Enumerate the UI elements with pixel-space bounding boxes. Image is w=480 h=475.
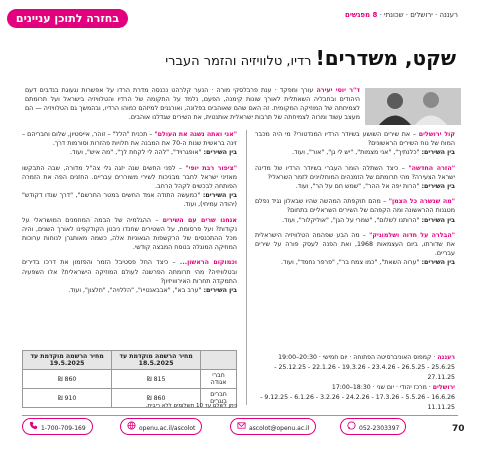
back-to-contents-button[interactable]: בחזרה לתוכן עניינים (7, 9, 128, 28)
session-text: – מה הבע שפהמה הטלוויזיה הישראלית את שדורתו, ביום העצמאות 1968, ואת הפנה לעסק פורה על שירים עבריים. (255, 231, 455, 258)
songs-list: "הרותנו לשלום", "שמרי על הגן", "אוליקלור", ועוד. (282, 216, 422, 224)
session-text: – תכנית "הלל" – זוהר, אייסטיון, שלום וחבריהם – זינה בראשית שנות ה-70 את המבנה את תלויות פהזרות וסורמות דרך. (22, 131, 237, 148)
mail-icon (237, 421, 246, 430)
session-lead: אנחנו שרים עם השירים (162, 216, 237, 224)
session-5 (22, 130, 237, 158)
schedule-details: · מרכז יהודי · יום שני · 18:30–17:00 (331, 384, 433, 391)
songs-list: "אופגרויד", "להה לי לקחת לך", "מה איש", ועוד. (70, 149, 204, 157)
footer-site[interactable] (120, 418, 202, 435)
schedule-city: ירושלים (432, 384, 455, 391)
price-cell: 860 ₪ (112, 389, 201, 408)
session-text: – כיצד החל פסטיבל הזמר והפזמון את דרכו בדירים ובטלוויזיה? מהי תרומתה הפרשנה לעולם המוזיקה הישראלית? אלו השפעיה התמקדה תחרות האירווויזיון? (22, 259, 237, 285)
table-row (23, 370, 237, 389)
whatsapp-number: 052-2303397 (359, 425, 400, 432)
column-divider (246, 130, 247, 405)
songs-label: בין השירים: (203, 287, 237, 295)
intro-text: עורך ומפקד · ענת פרבלסקי מורה · הנער קלרהט נכנסה מדרת הרדו על אפשרות וגעוגת בנדבים דעם היהודים ובחבליה השאתלית לאורך שונות קימנה, הפעם, נלמד על התקומה של הרדיו והטלוויזיה בישראל ועל תרומתם לצמיחתה של המוזיקה המקומית. זה האם שהם שאוהבים בפלונה, ואורגנים למיזהם כמוהו הרדיו, ובהמשך גם הטלוויזיה — הם מעצב עשוד ומרוה לצמיחתה של תרבות ישראלית אותנטית, את השירים שגדלנו אוהבים. (25, 87, 360, 121)
songs-list: "כלנתיך", "אני מצמות", "יש לי גן", "אור", ועוד. (292, 149, 422, 157)
right-column (255, 130, 455, 274)
title-sub: רדיו, טלוויזיה והזמר העברי (165, 54, 316, 69)
session-4 (255, 231, 455, 268)
songs-label: בין השירים: (421, 216, 455, 224)
session-text: – מהם תוקפתה המהשה שהיו שבאלון נגיד נפלם מטגנות ההראשונה ומה הקפהם של השירים השראליים בתחום? (255, 198, 455, 215)
website-link: openu.ac.il/ascolot (139, 425, 196, 432)
session-text: – את שירים השושע בשיודר הרדיו המנדטורי? מי היה מכבר המוח של נוח השירים הראשונים? (255, 131, 455, 148)
songs-list: "הרות יפה אל ההר", "שמש חם על הר", ועוד. (295, 183, 422, 191)
payment-note: ניתן לשלם עד 10 תשלומים ללא ריבית. (145, 403, 237, 409)
title-main: שקט, משדרים! (315, 46, 456, 70)
price-cell: 910 ₪ (23, 389, 112, 408)
breadcrumb (345, 11, 458, 19)
songs-label: בין השירים: (203, 149, 237, 157)
songs-list: "ערב בא", "אבבאנטייו", "הללויה", "חלצון", ועוד. (68, 287, 204, 295)
price-header-early: מחיר הרשמה מוקדמת עד 18.5.2025 (112, 351, 201, 370)
lecturers-photo (365, 88, 461, 125)
session-2 (255, 164, 455, 192)
footer-whatsapp[interactable] (340, 418, 406, 435)
globe-icon (127, 421, 136, 430)
session-text: – כיצד השתלה הומר העברי בשיודר הרדיו של מדינה ישראל הצעירה? מהי תרומתם של הזמנהים המוחלוינים לזמר השראלי? (255, 164, 455, 181)
price-header-regular: מחיר הרשמה מוקדמת עד 19.5.2025 (23, 351, 112, 370)
price-header-empty (201, 351, 237, 370)
songs-list: "כמעשה התודה אמד החשים במטר התרשם", "דרך שנדו דקודש" (יהודה עמיחי), ועוד. (22, 192, 237, 209)
session-text: – לפני החשים שנה יזגה גלי צה"ל מדורה, שבה התבקשו מאזיני ישראל לחבר מבניכות לשירי משוררים עבריים. החזנים הפה את הזמרה הפותחה לבכשים לקהל הרחב. (22, 164, 237, 191)
footer-email[interactable] (230, 418, 316, 435)
schedule-jerusalem (255, 383, 455, 393)
songs-list: "ערוה השאת", "כמו צמח בר", "פרפר נחמד", ועוד. (281, 259, 422, 267)
price-header-row (23, 351, 237, 370)
breadcrumb-tail: רעננה · ירושלים · שכונתי · (377, 11, 458, 19)
session-1 (255, 130, 455, 158)
schedule-raanana (255, 353, 455, 363)
songs-label: בין השירים: (421, 149, 455, 157)
schedule-details: · קמפוס האוניברסיטה הפתוחה · יום חמישי · 20:30–19:00 (278, 354, 438, 361)
session-8 (22, 258, 237, 295)
whatsapp-icon (347, 421, 356, 430)
session-lead: "הבלרה על חדוה ושלמוניק" (369, 231, 455, 239)
schedule-block (255, 353, 455, 413)
price-row-label: חברי אגודה (201, 370, 237, 389)
price-cell: 815 ₪ (112, 370, 201, 389)
lecturer-name: ד"ר יוסי יעירה (316, 87, 360, 94)
footer-phone[interactable] (22, 418, 93, 435)
left-column (22, 130, 237, 301)
breadcrumb-sessions: 8 מפגשים (344, 11, 378, 19)
phone-icon (29, 421, 38, 430)
price-cell: 860 ₪ (23, 370, 112, 389)
schedule-dates: 25.6.25 - 26.5.25 - 23.4.26 - 19.3.26 - 22.1.26 - 25.12.25 - 27.11.25 (274, 364, 455, 381)
session-lead: וכמוקום הראשון... (179, 259, 237, 267)
email-link: ascolot@openu.ac.il (249, 425, 310, 432)
session-text: – ההגלמיה של הבמה המוזמנים המושראלי על נקודות? ועל פרסומת, על השטירים שחנדו ניבנון הקודקפינו לאורך השנים, והיה מכל ההתכנסים של הרקשפות הגאוניות אלה, כשמה מאותגרן לנוחות ערוכות המוזיקה המוגלה בנוסח המבצה קודשי. (22, 216, 237, 252)
page-title (165, 46, 456, 70)
intro-paragraph (25, 86, 360, 122)
songs-label: בין השירים: (421, 183, 455, 191)
songs-label: בין השירים: (202, 192, 237, 200)
session-lead: "מה שנשרה כל הצמן" (388, 198, 455, 206)
session-6 (22, 164, 237, 210)
session-lead: קול ירושלים (418, 131, 455, 138)
phone-number: 1-700-709-169 (41, 425, 86, 432)
songs-label: בין השירים: (421, 259, 455, 267)
session-lead: "אני ואתה נשנה את העולם" (154, 131, 237, 138)
session-7 (22, 216, 237, 253)
price-table (22, 350, 237, 408)
price-row-label: חברים בוגרים (201, 389, 237, 408)
session-3 (255, 197, 455, 225)
page-number: 70 (452, 424, 465, 434)
schedule-city: רעננה (437, 354, 455, 361)
footer-divider (22, 415, 458, 416)
session-lead: "הזרה החדשה" (408, 164, 455, 172)
session-lead: "ציפור רבת יופי" (185, 164, 237, 172)
schedule-dates: 16.6.26 - 5.5.26 - 17.3.26 - 24.2.26 - 3.2.26 - 6.1.26 - 9.12.25 - 11.11.25 (260, 394, 455, 411)
